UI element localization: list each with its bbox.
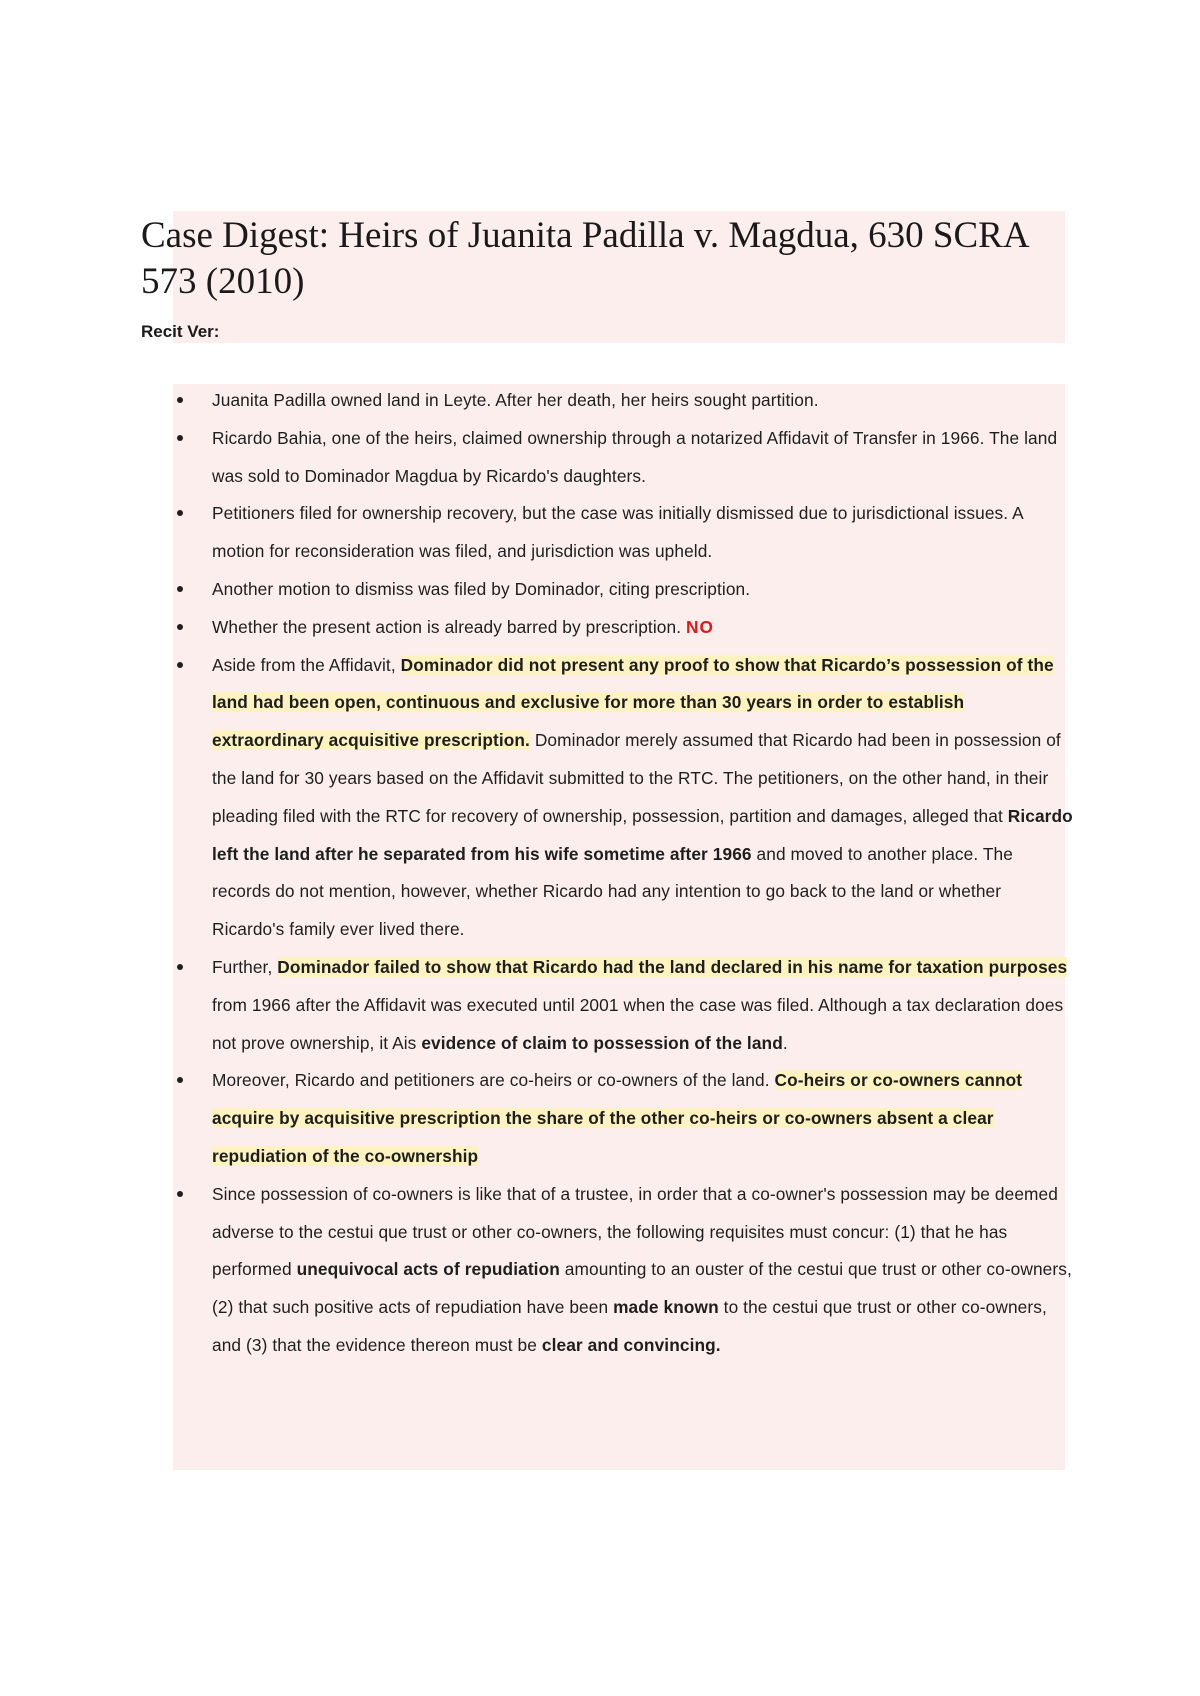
- answer-text: NO: [686, 616, 714, 637]
- list-item: [173, 949, 1073, 1062]
- bold-text: clear and convincing.: [541, 1334, 721, 1355]
- highlighted-text: Dominador failed to show that Ricardo had the land declared in his name for taxation purposes: [277, 956, 1068, 977]
- bullet-icon: [177, 1191, 183, 1197]
- page-title: Case Digest: Heirs of Juanita Padilla v. Magdua, 630 SCRA 573 (2010): [141, 215, 1028, 302]
- list-item: [173, 382, 1073, 420]
- section-label: Recit Ver:: [141, 322, 220, 341]
- body-text: Further,: [212, 956, 278, 977]
- body-text: Ricardo Bahia, one of the heirs, claimed ownership through a notarized Affidavit of Transfer in 1966. The land was sold to Dominador Magdua by Ricardo's daughters.: [212, 427, 1058, 486]
- bold-text: evidence of claim to possession of the land: [421, 1032, 783, 1053]
- body-text: Aside from the Affidavit,: [212, 654, 401, 675]
- bullet-icon: [177, 1077, 183, 1083]
- bold-text: unequivocal acts of repudiation: [296, 1259, 560, 1280]
- bullet-icon: [177, 397, 183, 403]
- list-item: [173, 571, 1073, 609]
- body-text: Juanita Padilla owned land in Leyte. After her death, her heirs sought partition.: [212, 390, 819, 410]
- list-item: [173, 609, 1073, 647]
- body-text: Whether the present action is already barred by prescription.: [212, 616, 686, 637]
- body-text: to the cestui que trust or other co-owners, and (3) that the evidence thereon must be: [212, 1297, 1047, 1355]
- bullet-icon: [177, 624, 183, 630]
- bullet-icon: [177, 662, 183, 668]
- body-text: Moreover, Ricardo and petitioners are co-heirs or co-owners of the land.: [212, 1070, 775, 1091]
- body-text: Another motion to dismiss was filed by Dominador, citing prescription.: [212, 578, 751, 599]
- body-text: Petitioners filed for ownership recovery, but the case was initially dismissed due to jurisdictional issues. A motion for reconsideration was filed, and jurisdiction was upheld.: [212, 503, 1023, 562]
- bullet-list: [173, 382, 1073, 1365]
- highlighted-text: Dominador did not present any proof to show that Ricardo’s possession of the land had been open, continuous and exclusive for more than 30 years in order to establish extraordinary acquisitive prescription.: [212, 654, 1054, 751]
- highlighted-text: Co-heirs or co-owners cannot acquire by acquisitive prescription the share of the other co-heirs or co-owners absent a clear repudiation of the co-ownership: [212, 1070, 1023, 1166]
- list-item: [173, 647, 1073, 949]
- bullet-icon: [177, 435, 183, 441]
- list-item: [173, 495, 1073, 571]
- list-item: [173, 1176, 1073, 1365]
- body-text: .: [782, 1032, 788, 1053]
- bold-text: Ricardo left the land after he separated from his wife sometime after 1966: [212, 805, 1073, 864]
- bullet-icon: [177, 510, 183, 516]
- body-text: and moved to another place. The records do not mention, however, whether Ricardo had any intention to go back to the land or whether Ricardo's family ever lived there.: [212, 843, 1013, 940]
- list-item: [173, 1062, 1073, 1175]
- body-text: amounting to an ouster of the cestui que trust or other co-owners, (2) that such positive acts of repudiation have been: [212, 1259, 1072, 1318]
- bullet-icon: [177, 586, 183, 592]
- body-text: Since possession of co-owners is like that of a trustee, in order that a co-owner's possession may be deemed adverse to the cestui que trust or other co-owners, the following requisites must concur: (1) that he has performed: [212, 1183, 1058, 1280]
- bold-text: made known: [613, 1297, 719, 1318]
- body-text: from 1966 after the Affidavit was executed until 2001 when the case was filed. Although a tax declaration does not prove ownership, it Ais: [212, 994, 1064, 1053]
- list-item: [173, 420, 1073, 496]
- body-text: Dominador merely assumed that Ricardo had been in possession of the land for 30 years based on the Affidavit submitted to the RTC. The petitioners, on the other hand, in their pleading filed with the RTC for recovery of ownership, possession, partition and damages, alleged that: [212, 730, 1061, 826]
- bullet-icon: [177, 964, 183, 970]
